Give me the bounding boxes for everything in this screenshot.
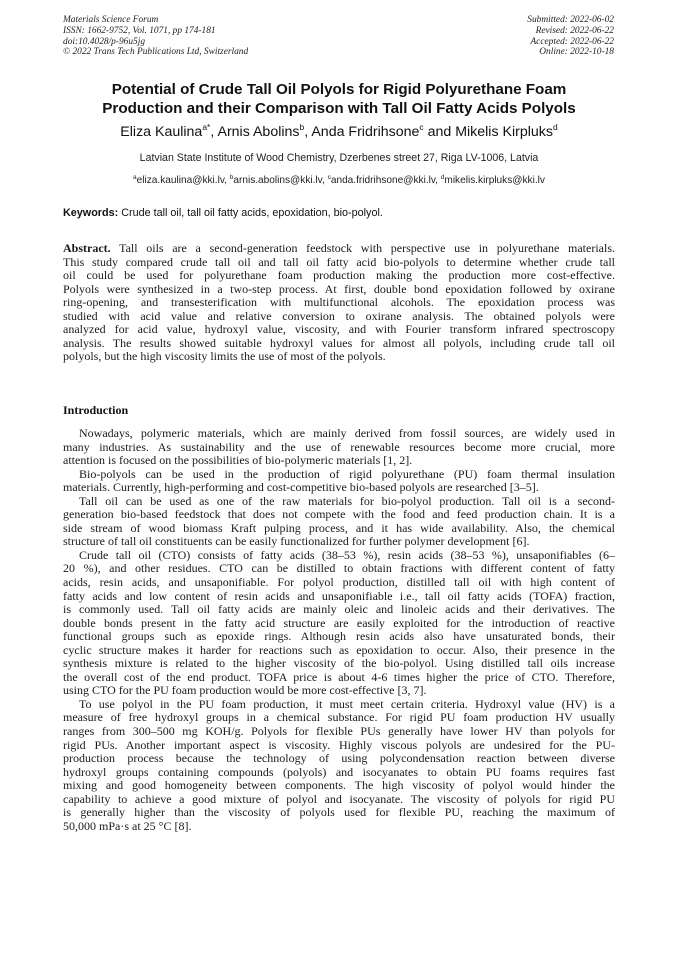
paper-title bbox=[40, 81, 638, 118]
author-name: Anda Fridrihsone bbox=[311, 124, 420, 140]
paragraph-line: capability to achieve a good mixture of polyol and isocyanate. The viscosity of polyols for rigid PU bbox=[63, 791, 615, 806]
paragraph-line: structure of tall oil constituents can be easily functionalized for further polymer development [6]. bbox=[63, 534, 530, 549]
email-separator: , bbox=[321, 175, 328, 186]
date-online: Online: 2022-10-18 bbox=[539, 47, 614, 58]
paragraph-line: is commonly used. Tall oil fatty acids are mainly oleic and linoleic acids and their derivatives. The bbox=[63, 602, 615, 617]
dates-header bbox=[527, 15, 614, 58]
paragraph-line: Tall oil can be used as one of the raw materials for bio-polyol production. Tall oil is a second- bbox=[79, 493, 615, 508]
author-marker: d bbox=[552, 122, 558, 132]
keywords bbox=[63, 207, 623, 220]
paragraph-line: functional groups such as epoxide rings. Although resin acids also have unsaturated bonds, their bbox=[63, 629, 615, 644]
abstract-line: studied with acid value and relative conversion to oxirane analysis. The obtained polyols were bbox=[63, 308, 615, 323]
abstract-text: Tall oils are a second-generation feedstock with perspective use in polyurethane materials. bbox=[110, 241, 615, 255]
paragraph-line: Crude tall oil (CTO) consists of fatty acids (38–53 %), resin acids (38–53 %), unsaponifiables (6– bbox=[79, 547, 615, 562]
paragraph-line: synthesis mixture is related to the higher viscosity of the bio-polyol. Using distilled tall oils increase bbox=[63, 656, 615, 671]
paragraph-line: the overall cost of the end product. TOFA price is about 4-6 times higher the price of CTO. Therefore, bbox=[63, 669, 615, 684]
author-name: Eliza Kaulina bbox=[120, 124, 203, 140]
paragraph-line: cyclic structure makes it harder for reactions such as epoxidation to occur. Also, their presence in the bbox=[63, 642, 615, 657]
author-list bbox=[40, 123, 638, 141]
author-separator: and bbox=[423, 124, 456, 140]
date-accepted: Accepted: 2022-06-22 bbox=[530, 36, 614, 47]
email-link[interactable]: mikelis.kirpluks@kki.lv bbox=[444, 175, 545, 186]
journal-doi: doi:10.4028/p-96u5jg bbox=[63, 36, 146, 47]
email-marker: b bbox=[229, 174, 234, 181]
paragraph-line: double bonds present in the fatty acid structure are easily exploited for the introduction of reactive bbox=[63, 615, 615, 630]
paragraph-line: rigid PUs. Another important aspect is viscosity. Highly viscous polyols are undesired for the PU- bbox=[63, 737, 615, 752]
author-name: Arnis Abolins bbox=[217, 124, 300, 140]
paragraph-line: fatty acids and low content of resin acids and unsaponifiable i.e., tall oil fatty acids (TOFA) fraction, bbox=[63, 588, 615, 603]
paragraph-line: measure of free hydroxyl groups in a chemical substance. For rigid PU foam production HV usually bbox=[63, 710, 615, 725]
abstract-line: polyols, but the high viscosity limits the use of most of the polyols. bbox=[63, 349, 386, 364]
author-separator: , bbox=[304, 124, 312, 140]
date-submitted: Submitted: 2022-06-02 bbox=[527, 15, 614, 25]
paragraph-line: attention is focused on the possibilities of bio-polymeric materials [1, 2]. bbox=[63, 453, 413, 468]
author-separator: , bbox=[210, 124, 218, 140]
author-emails bbox=[40, 174, 638, 187]
paragraph-line: 50,000 mPa·s at 25 °C [8]. bbox=[63, 818, 192, 833]
paragraph-line: production process because the technology of using polycondensation reaction between diverse bbox=[63, 751, 615, 766]
paragraph-line: using CTO for the PU foam production would be more cost-effective [3, 7]. bbox=[63, 683, 427, 698]
email-link[interactable]: anda.fridrihsone@kki.lv bbox=[330, 175, 436, 186]
section-heading-introduction: Introduction bbox=[63, 403, 129, 417]
abstract-line: analyzed for acid value, hydroxyl value, viscosity, and with Fourier transform infrared spectroscopy bbox=[63, 322, 615, 337]
author-name: Mikelis Kirpluks bbox=[455, 124, 553, 140]
paragraph-line: side stream of wood biomass Kraft pulping process, and it has wide availability. Also, the chemical bbox=[63, 520, 615, 535]
email-link[interactable]: arnis.abolins@kki.lv bbox=[233, 175, 322, 186]
abstract-line: This study compared crude tall oil and tall oil fatty acid bio-polyols to determine whether crude tall bbox=[63, 254, 615, 269]
journal-header bbox=[63, 15, 248, 58]
email-link[interactable]: eliza.kaulina@kki.lv bbox=[136, 175, 225, 186]
title-line: Potential of Crude Tall Oil Polyols for Rigid Polyurethane Foam bbox=[111, 81, 567, 98]
abstract bbox=[63, 242, 615, 364]
paragraph-line: materials. Currently, high-performing and cost-competitive bio-based polyols are researched [3–5]. bbox=[63, 480, 539, 495]
abstract-line: oil could be used for polyurethane foam production making the production more cost-effective. bbox=[63, 268, 615, 283]
author-marker: c bbox=[419, 122, 424, 132]
keywords-text: Crude tall oil, tall oil fatty acids, epoxidation, bio-polyol. bbox=[118, 207, 383, 219]
abstract-line bbox=[63, 242, 615, 256]
affiliation: Latvian State Institute of Wood Chemistry, Dzerbenes street 27, Riga LV-1006, Latvia bbox=[139, 152, 539, 164]
paragraph-line: Nowadays, polymeric materials, which are mainly derived from fossil sources, are widely used in bbox=[79, 426, 615, 440]
paragraph-line: many industries. As sustainability and the use of renewable resources become more crucial, more bbox=[63, 439, 615, 454]
email-marker: a bbox=[133, 174, 137, 181]
paragraph-line: Bio-polyols can be used in the production of rigid polyurethane (PU) foam thermal insulation bbox=[79, 466, 615, 481]
paragraph-line: is generally higher than the viscosity of polyols used for flexible PU, reaching the maximum of bbox=[63, 805, 615, 820]
paragraph-line: 20 %), and other residues. CTO can be distilled to obtain fractions with different content of fatty bbox=[63, 561, 615, 576]
email-marker: d bbox=[440, 174, 445, 181]
email-marker: c bbox=[327, 174, 331, 181]
journal-name: Materials Science Forum bbox=[63, 15, 159, 25]
paragraph-line: ranges from 300–500 mg KOH/g. Polyols for flexible PUs generally have lower HV than polyols for bbox=[63, 724, 615, 739]
paragraph-line: generation bio-based feedstock that does not compete with the food and feed production chain. It is a bbox=[63, 507, 615, 522]
title-line: Production and their Comparison with Tall Oil Fatty Acids Polyols bbox=[102, 99, 576, 117]
paragraph-line: mixing and good homogeneity between components. The high viscosity of polyol would hinder the bbox=[63, 778, 615, 793]
author-marker: b bbox=[299, 122, 305, 132]
email-separator: , bbox=[435, 175, 441, 186]
keywords-label: Keywords: bbox=[63, 207, 119, 219]
abstract-label: Abstract. bbox=[63, 241, 111, 255]
paragraph-line: To use polyol in the PU foam production, it must meet certain criteria. Hydroxyl value (HV) is a bbox=[79, 696, 615, 711]
email-separator: , bbox=[224, 175, 230, 186]
abstract-line: Polyols were synthesized in a two-step process. At first, double bond epoxidation followed by oxirane bbox=[63, 281, 615, 296]
author-marker: a* bbox=[202, 122, 211, 132]
abstract-line: ring-opening, and transesterification with multifunctional alcohols. The epoxidation process was bbox=[63, 295, 615, 310]
introduction-body bbox=[63, 427, 615, 833]
paragraph-line: acids, resin acids, and unsaponifiable. For polyol production, distilled tall oil with high content of bbox=[63, 575, 615, 590]
paragraph-line: hydroxyl groups containing compounds (polyols) and isocyanates to obtain PU foams requires fast bbox=[63, 764, 615, 779]
journal-copyright: © 2022 Trans Tech Publications Ltd, Switzerland bbox=[63, 47, 249, 58]
journal-issn: ISSN: 1662-9752, Vol. 1071, pp 174-181 bbox=[63, 25, 216, 36]
abstract-line: analysis. The results showed suitable hydroxyl values for almost all polyols, including crude tall oil bbox=[63, 335, 615, 350]
date-revised: Revised: 2022-06-22 bbox=[535, 25, 614, 36]
